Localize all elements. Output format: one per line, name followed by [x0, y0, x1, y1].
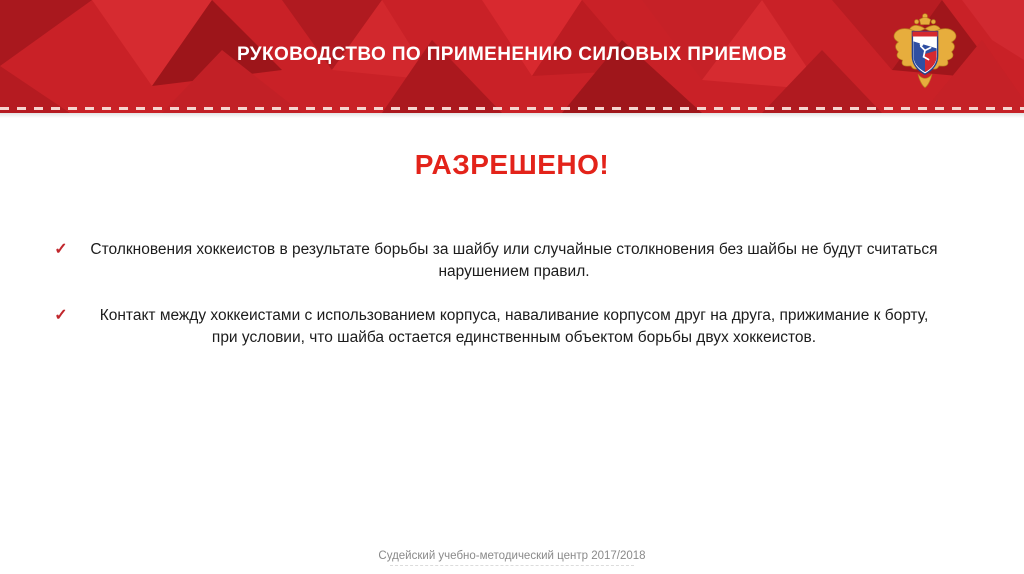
- bullet-list: [0, 239, 1024, 349]
- slide-title: РУКОВОДСТВО ПО ПРИМЕНЕНИЮ СИЛОВЫХ ПРИЕМОВ: [236, 44, 788, 65]
- checkmark-icon: ✓: [54, 307, 68, 324]
- bullet-text: Контакт между хоккеистами с использованием корпуса, наваливание корпусом друг на друга, прижимание к борту, при условии, что шайба остается единственным объектом борьбы двух хоккеистов.: [99, 307, 929, 346]
- slide-footer: [0, 550, 1024, 566]
- dashed-divider: [0, 107, 1024, 110]
- hockey-federation-emblem-icon: [890, 11, 960, 92]
- footer-divider: [390, 565, 634, 566]
- checkmark-icon: ✓: [54, 241, 68, 258]
- slide-header: [0, 0, 1024, 113]
- list-item: [36, 239, 942, 283]
- bullet-text: Столкновения хоккеистов в результате борьбы за шайбу или случайные столкновения без шайбы не будут считаться нарушением правил.: [90, 241, 938, 280]
- slide-body: [0, 113, 1024, 349]
- footer-text: Судейский учебно-методический центр 2017/2018: [378, 550, 646, 562]
- section-heading: РАЗРЕШЕНО!: [414, 149, 610, 180]
- list-item: [36, 305, 942, 349]
